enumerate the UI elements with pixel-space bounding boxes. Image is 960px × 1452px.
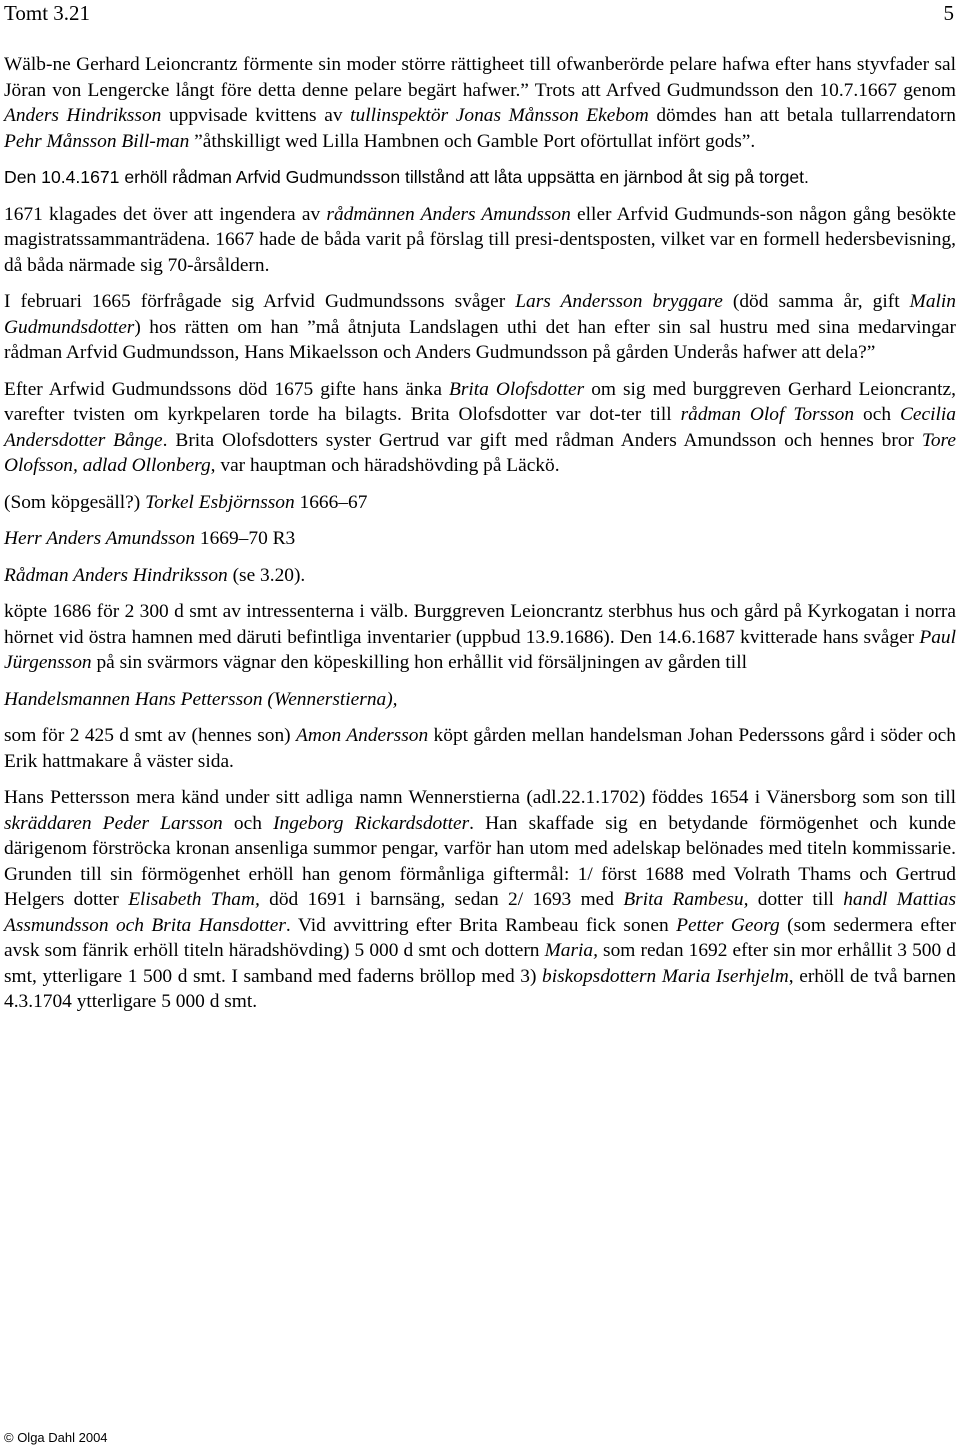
- italic-text-run: Brita Rambesu,: [623, 889, 749, 910]
- text-run: och: [222, 812, 274, 834]
- paragraph: [4, 52, 956, 154]
- text-run: eller Arfvid Gudmunds-son någon gång besökte magistratssammanträdena. 1667 hade de båda varit på förslag till presi-dentsposten, vilket var en formell hedersbevisning, då båda närmade sig 70-årsåldern.: [4, 203, 956, 276]
- text-run: uppvisade kvittens av: [161, 105, 351, 126]
- italic-text-run: tullinspektör Jonas Månsson Ekebom: [350, 105, 649, 126]
- text-run: Hans Pettersson mera känd under sitt adliga namn Wennerstierna (adl.22.1.1702) föddes 1654 i Vänersborg som son till: [4, 787, 956, 808]
- paragraph: [4, 289, 956, 366]
- italic-text-run: Malin Gudmundsdotter: [4, 291, 956, 338]
- italic-text-run: Maria,: [544, 940, 598, 961]
- italic-text-run: biskopsdottern Maria Iserhjelm: [542, 965, 789, 987]
- paragraph: [4, 526, 956, 552]
- paragraph: [4, 785, 956, 1015]
- text-run: (död samma år, gift: [722, 291, 910, 312]
- paragraph: [4, 723, 956, 774]
- text-run: död 1691 i barnsäng, sedan 2/ 1693 med: [259, 889, 624, 910]
- text-run: Wälb-ne Gerhard Leioncrantz förmente sin moder större rättigheet till ofwanberörde pelare hafwa efter hans styvfader sal Jöran von Lengercke långt före detta denne pelare begärt hafwer.” Trots att Arfved Gudmundsson den 10.7.1667 genom: [4, 54, 956, 101]
- italic-text-run: Herr Anders Amundsson: [4, 528, 196, 549]
- italic-text-run: Ingeborg Rickardsdotter: [273, 812, 470, 834]
- text-run: som för 2 425 d smt av (hennes son): [4, 725, 296, 746]
- italic-text-run: rådmännen Anders Amundsson: [326, 203, 571, 225]
- paragraph: [4, 377, 956, 479]
- text-run: (som sedermera efter avsk som fänrik erhöll titeln häradshövding) 5 000 d smt och dottern: [4, 914, 956, 961]
- italic-text-run: Petter Georg: [676, 914, 780, 936]
- italic-text-run: Elisabeth Tham,: [128, 889, 260, 910]
- page-header: [4, 0, 956, 26]
- italic-text-run: Rådman Anders Hindriksson: [4, 564, 228, 586]
- italic-text-run: Lars Andersson bryggare: [515, 291, 723, 312]
- italic-text-run: Anders Hindriksson: [4, 105, 162, 126]
- italic-text-run: Brita Olofsdotter: [448, 378, 585, 400]
- text-run: och: [854, 404, 900, 425]
- text-run: dotter till: [748, 889, 844, 910]
- text-run: (Som köpgesäll?): [4, 491, 146, 513]
- text-run: Efter Arfwid Gudmundssons död 1675 gifte hans änka: [4, 378, 449, 400]
- paragraph: [4, 165, 956, 191]
- text-run: ) hos rätten om han ”må åtnjuta Landslagen uthi det han efter sin sal hustru med sina medarvingar rådman Arfvid Gudmundsson, Hans Mikaelsson och Anders Gudmundsson på gården Underås hafwer att dela?”: [4, 316, 956, 363]
- text-run: . Han skaffade sig en betydande förmögenhet och kunde därigenom förströcka kronan ansenliga summor pengar, varför han utom med adelskap belönades med titeln kommissarie. Grunden till sin förmögenhet erhöll han genom förmånliga giftermål: 1/ först 1688 med Volrath Thams och Gertrud Helgers dotter: [4, 812, 956, 910]
- document-body: [4, 52, 956, 1026]
- italic-text-run: Pehr Månsson Bill-man: [4, 130, 190, 152]
- paragraph: [4, 687, 956, 713]
- text-run: köpt gården mellan handelsman Johan Pederssons gård i söder och Erik hattmakare å väster sida.: [4, 725, 956, 772]
- text-run: . Vid avvittring efter Brita Rambeau fick sonen: [285, 914, 677, 936]
- text-run: 1671 klagades det över att ingendera av: [4, 203, 327, 225]
- italic-text-run: Handelsmannen Hans Pettersson (Wennerstierna),: [4, 688, 398, 710]
- paragraph: [4, 563, 956, 589]
- italic-text-run: handl Mattias Assmundsson och Brita Hansdotter: [4, 889, 956, 936]
- document-page: [4, 0, 956, 1452]
- text-run: på sin svärmors vägnar den köpeskilling hon erhållit vid försäljningen av gården till: [91, 652, 747, 673]
- italic-text-run: rådman Olof Torsson: [680, 404, 855, 425]
- italic-text-run: Tore Olofsson, adlad Ollonberg: [4, 429, 956, 476]
- text-run: som redan 1692 efter sin mor erhållit 3 500 d smt, ytterligare 1 500 d smt. I samband med faderns bröllop med 3): [4, 940, 956, 987]
- copyright-footer: © Olga Dahl 2004: [4, 1430, 108, 1445]
- text-run: om sig med burggreven Gerhard Leioncrantz, varefter tvisten om kyrkpelaren torde ha bilagts. Brita Olofsdotter var dot-ter till: [4, 378, 956, 425]
- italic-text-run: skräddaren Peder Larsson: [4, 812, 223, 834]
- text-run: dömdes han att betala tullarrendatorn: [648, 105, 956, 126]
- italic-text-run: Paul Jürgensson: [4, 626, 956, 673]
- paragraph: [4, 599, 956, 676]
- italic-text-run: Torkel Esbjörnsson: [145, 491, 295, 513]
- text-run: I februari 1665 förfrågade sig Arfvid Gudmundssons svåger: [4, 291, 516, 312]
- text-run: , erhöll de två barnen 4.3.1704 ytterligare 5 000 d smt.: [4, 965, 956, 1012]
- text-run: Den 10.4.1671 erhöll rådman Arfvid Gudmundsson tillstånd att låta uppsätta en järnbod åt sig på torget.: [4, 167, 809, 187]
- text-run: 1666–67: [294, 491, 368, 513]
- paragraph: [4, 490, 956, 516]
- text-run: . Brita Olofsdotters syster Gertrud var gift med rådman Anders Amundsson och hennes bror: [162, 429, 922, 451]
- text-run: (se 3.20).: [227, 564, 306, 586]
- italic-text-run: Cecilia Andersdotter Bånge: [4, 404, 956, 451]
- text-run: , var hauptman och häradshövding på Läckö.: [210, 455, 560, 476]
- text-run: 1669–70 R3: [195, 528, 296, 549]
- text-run: ”åthskilligt wed Lilla Hambnen och Gamble Port oförtullat infört gods”.: [189, 130, 756, 152]
- italic-text-run: Amon Andersson: [296, 725, 429, 746]
- section-title: Tomt 3.21: [4, 1, 91, 25]
- paragraph: [4, 202, 956, 279]
- page-number: 5: [943, 1, 954, 25]
- text-run: köpte 1686 för 2 300 d smt av intressenterna i välb. Burggreven Leioncrantz sterbhus hus och gård på Kyrkogatan i norra hörnet vid östra hamnen med däruti befintliga inventarier (uppbud 13.9.1686). Den 14.6.1687 kvitterade hans svåger: [4, 601, 956, 648]
